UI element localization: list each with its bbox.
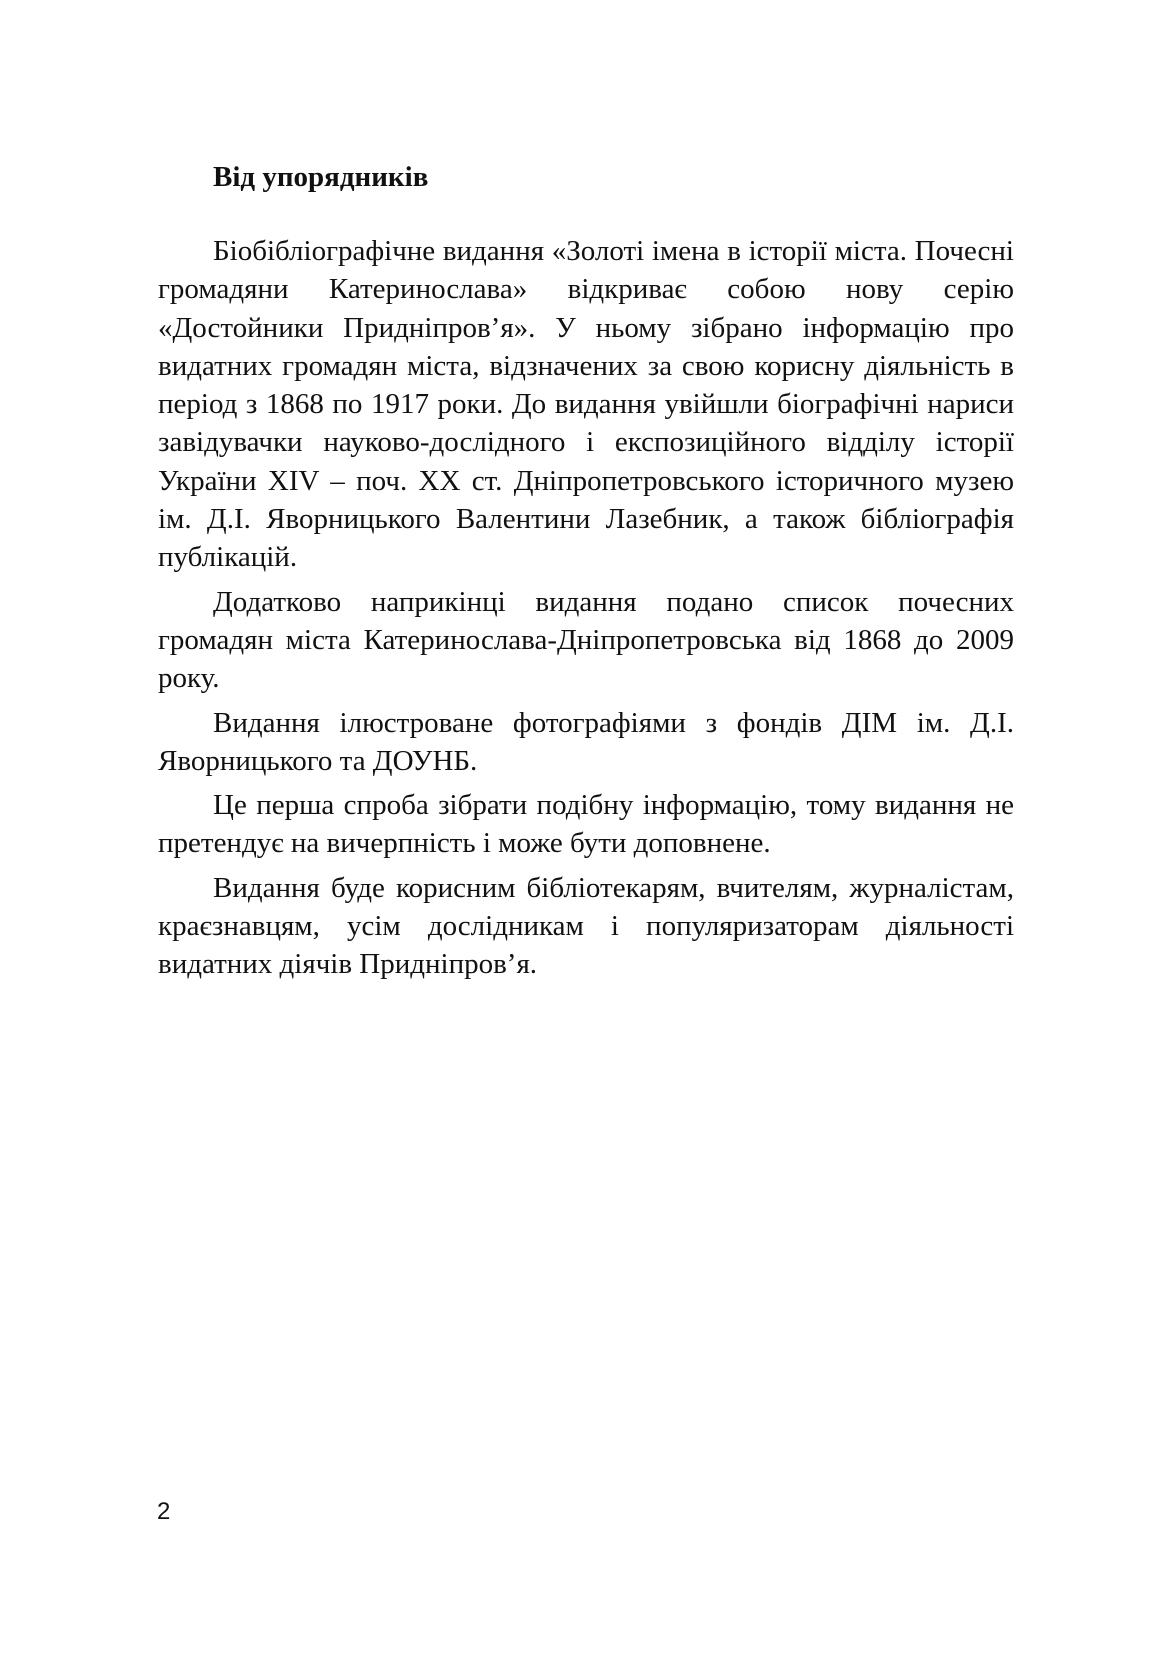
page-number: 2: [157, 1498, 171, 1525]
body-text: [158, 232, 1014, 990]
section-heading: Від упорядників: [213, 161, 429, 193]
paragraph-appendix: Додатково наприкінці видання подано список почесних громадян міста Катеринослава-Дніпропетровська від 1868 до 2009 року.: [158, 585, 1014, 695]
paragraph-audience: Видання буде корисним бібліотекарям, вчителям, журналістам, краєзнавцям, усім дослідникам і популяризаторам діяльності видатних діячів Придніпров’я.: [158, 871, 1014, 981]
paragraph-intro: Біобібліографічне видання «Золоті імена в історії міста. Почесні громадяни Катеринослава» відкриває собою нову серію «Достойники Придніпров’я». У ньому зібрано інформацію про видатних громадян міста, відзначених за свою корисну діяльність в період з 1868 по 1917 роки. До видання увійшли біографічні нариси завідувачки науково-дослідного і експозиційного відділу історії України XIV – поч. XX ст. Дніпропетровського історичного музею ім. Д.І. Яворницького Валентини Лазебник, а також бібліографія публікацій.: [158, 235, 1014, 574]
paragraph-illustrations: Видання ілюстроване фотографіями з фондів ДІМ ім. Д.І. Яворницького та ДОУНБ.: [158, 706, 1014, 777]
paragraph-first-attempt: Це перша спроба зібрати подібну інформацію, тому видання не претендує на вичерпність і може бути доповнене.: [158, 789, 1014, 860]
